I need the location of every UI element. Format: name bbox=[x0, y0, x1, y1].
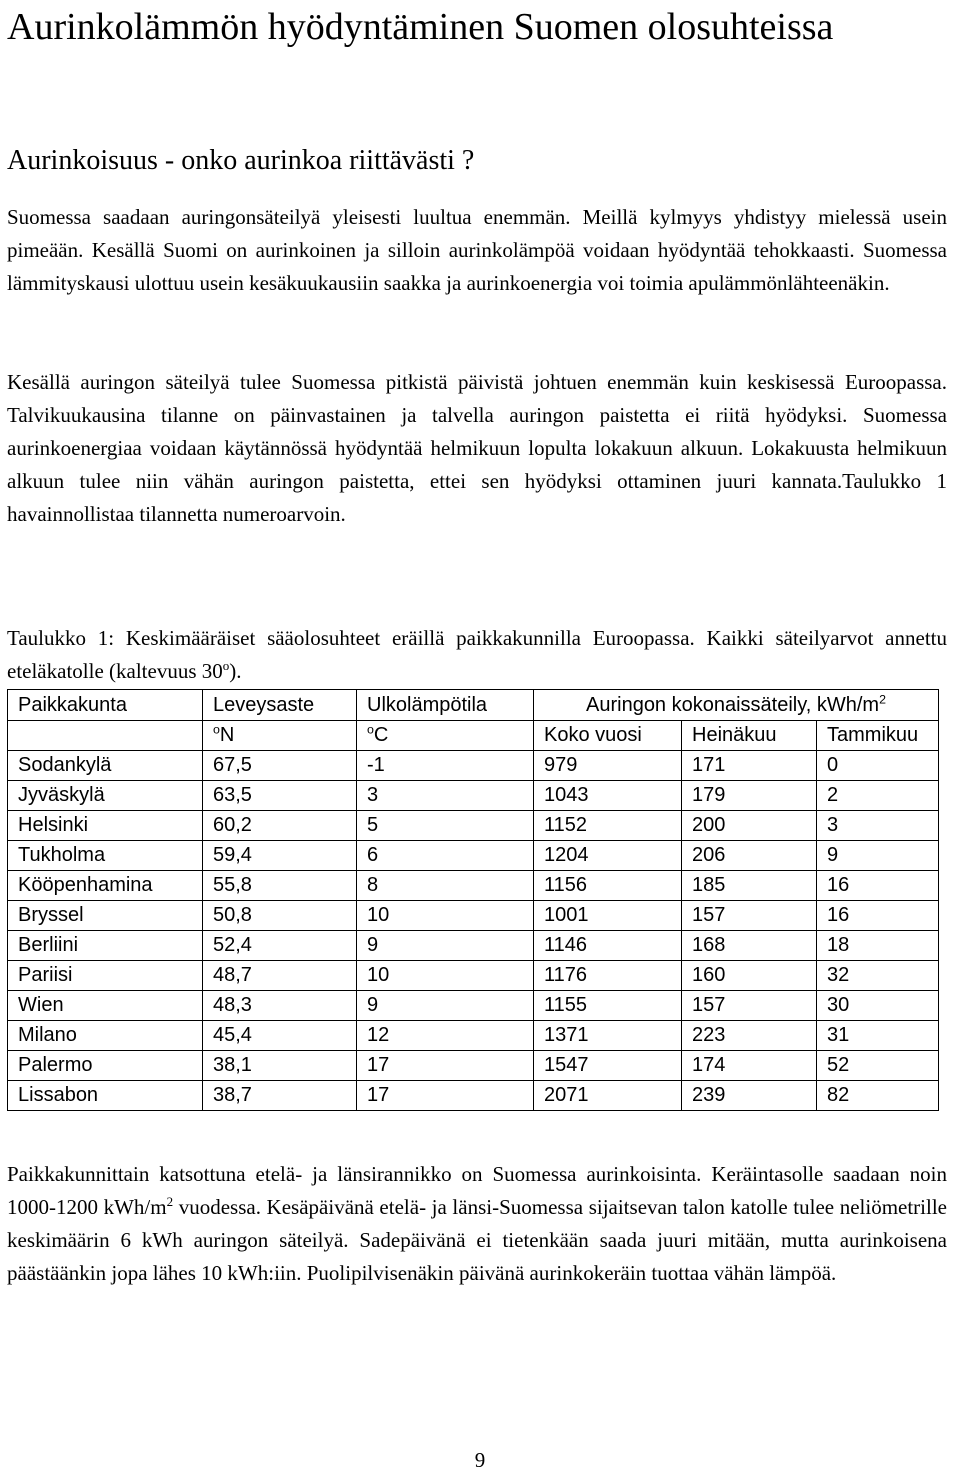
weather-table bbox=[7, 689, 939, 1111]
cell-latitude: 38,7 bbox=[203, 1081, 357, 1111]
cell-temperature: 6 bbox=[357, 841, 534, 871]
cell-place: Palermo bbox=[8, 1051, 203, 1081]
cell-temperature: 17 bbox=[357, 1051, 534, 1081]
cell-place: Milano bbox=[8, 1021, 203, 1051]
section-heading: Aurinkoisuus - onko aurinkoa riittävästi ? bbox=[7, 145, 475, 176]
cell-july: 206 bbox=[682, 841, 817, 871]
caption-degree: o bbox=[222, 658, 230, 673]
cell-temperature: 10 bbox=[357, 961, 534, 991]
cell-temperature: -1 bbox=[357, 751, 534, 781]
cell-latitude: 60,2 bbox=[203, 811, 357, 841]
cell-january: 30 bbox=[817, 991, 939, 1021]
subheader-latitude-unit bbox=[203, 721, 357, 751]
cell-latitude: 48,7 bbox=[203, 961, 357, 991]
page-number: 9 bbox=[474, 1448, 486, 1472]
cell-july: 168 bbox=[682, 931, 817, 961]
cell-temperature: 8 bbox=[357, 871, 534, 901]
cell-july: 223 bbox=[682, 1021, 817, 1051]
cell-january: 32 bbox=[817, 961, 939, 991]
subheader-july: Heinäkuu bbox=[682, 721, 817, 751]
cell-latitude: 59,4 bbox=[203, 841, 357, 871]
cell-temperature: 5 bbox=[357, 811, 534, 841]
cell-year: 2071 bbox=[534, 1081, 682, 1111]
cell-january: 18 bbox=[817, 931, 939, 961]
paragraph-regional-part1: Paikkakunnittain katsottuna etelä- ja länsirannikko on Suomessa aurinkoisinta. Keräintasolle saadaan noin 1000-1200 kWh/m bbox=[7, 1162, 947, 1219]
cell-temperature: 17 bbox=[357, 1081, 534, 1111]
cell-latitude: 55,8 bbox=[203, 871, 357, 901]
cell-january: 31 bbox=[817, 1021, 939, 1051]
table-row bbox=[8, 961, 939, 991]
temperature-degree: o bbox=[367, 722, 374, 737]
cell-july: 174 bbox=[682, 1051, 817, 1081]
cell-january: 3 bbox=[817, 811, 939, 841]
cell-july: 185 bbox=[682, 871, 817, 901]
cell-july: 200 bbox=[682, 811, 817, 841]
cell-january: 9 bbox=[817, 841, 939, 871]
cell-year: 1152 bbox=[534, 811, 682, 841]
cell-latitude: 38,1 bbox=[203, 1051, 357, 1081]
cell-january: 16 bbox=[817, 901, 939, 931]
header-latitude: Leveysaste bbox=[203, 690, 357, 721]
cell-place: Sodankylä bbox=[8, 751, 203, 781]
cell-place: Helsinki bbox=[8, 811, 203, 841]
cell-place: Bryssel bbox=[8, 901, 203, 931]
cell-january: 16 bbox=[817, 871, 939, 901]
table-row bbox=[8, 811, 939, 841]
page-title: Aurinkolämmön hyödyntäminen Suomen olosuhteissa bbox=[7, 6, 834, 48]
header-radiation-label: Auringon kokonaissäteily, kWh/m bbox=[586, 693, 880, 716]
cell-january: 82 bbox=[817, 1081, 939, 1111]
cell-year: 1155 bbox=[534, 991, 682, 1021]
cell-year: 1001 bbox=[534, 901, 682, 931]
table-row bbox=[8, 781, 939, 811]
latitude-degree: o bbox=[213, 722, 220, 737]
cell-july: 160 bbox=[682, 961, 817, 991]
header-place: Paikkakunta bbox=[8, 690, 203, 721]
cell-july: 171 bbox=[682, 751, 817, 781]
table-row bbox=[8, 841, 939, 871]
table-row bbox=[8, 1051, 939, 1081]
table-row bbox=[8, 1021, 939, 1051]
paragraph-regional-part2: vuodessa. Kesäpäivänä etelä- ja länsi-Suomessa sijaitsevan talon katolle tulee neliömetrille keskimäärin 6 kWh auringon säteilyä. Sadepäivänä ei tietenkään saada juuri mitään, mutta aurinkoisena päästäänkin jopa lähes 10 kWh:iin. Puolipilvisenäkin päivänä aurinkokeräin tuottaa vähän lämpöä. bbox=[7, 1195, 947, 1285]
cell-latitude: 50,8 bbox=[203, 901, 357, 931]
cell-place: Wien bbox=[8, 991, 203, 1021]
cell-place: Berliini bbox=[8, 931, 203, 961]
cell-temperature: 10 bbox=[357, 901, 534, 931]
table-subheader-row bbox=[8, 721, 939, 751]
cell-temperature: 12 bbox=[357, 1021, 534, 1051]
cell-july: 157 bbox=[682, 991, 817, 1021]
cell-latitude: 45,4 bbox=[203, 1021, 357, 1051]
table-row bbox=[8, 931, 939, 961]
header-temperature: Ulkolämpötila bbox=[357, 690, 534, 721]
cell-temperature: 9 bbox=[357, 991, 534, 1021]
cell-july: 157 bbox=[682, 901, 817, 931]
cell-year: 979 bbox=[534, 751, 682, 781]
cell-place: Kööpenhamina bbox=[8, 871, 203, 901]
cell-july: 239 bbox=[682, 1081, 817, 1111]
cell-july: 179 bbox=[682, 781, 817, 811]
cell-place: Jyväskylä bbox=[8, 781, 203, 811]
cell-place: Lissabon bbox=[8, 1081, 203, 1111]
latitude-unit: N bbox=[219, 724, 235, 746]
table-row bbox=[8, 1081, 939, 1111]
header-radiation bbox=[534, 690, 939, 721]
cell-year: 1204 bbox=[534, 841, 682, 871]
table-row bbox=[8, 991, 939, 1021]
caption-text: Taulukko 1: Keskimääräiset sääolosuhteet eräillä paikkakunnilla Euroopassa. Kaikki säteilyarvot annettu eteläkatolle (kaltevuus 30 bbox=[7, 626, 947, 683]
subheader-january: Tammikuu bbox=[817, 721, 939, 751]
table-caption bbox=[7, 622, 947, 688]
cell-latitude: 48,3 bbox=[203, 991, 357, 1021]
cell-temperature: 3 bbox=[357, 781, 534, 811]
cell-year: 1156 bbox=[534, 871, 682, 901]
header-radiation-sup: 2 bbox=[879, 691, 886, 706]
subheader-year: Koko vuosi bbox=[534, 721, 682, 751]
table-header-row bbox=[8, 690, 939, 721]
table-row bbox=[8, 751, 939, 781]
paragraph-intro: Suomessa saadaan auringonsäteilyä yleisesti luultua enemmän. Meillä kylmyys yhdistyy mielessä usein pimeään. Kesällä Suomi on aurinkoinen ja silloin aurinkolämpöä voidaan hyödyntää tehokkaasti. Suomessa lämmityskausi ulottuu usein kesäkuukausiin saakka ja aurinkoenergia voi toimia apulämmönlähteenäkin. bbox=[7, 205, 947, 295]
paragraph-seasons: Kesällä auringon säteilyä tulee Suomessa pitkistä päivistä johtuen enemmän kuin keskisessä Euroopassa. Talvikuukausina tilanne on päinvastainen ja talvella auringon paistetta ei riitä hyödyksi. Suomessa aurinkoenergiaa voidaan käytännössä hyödyntää helmikuun lopulta lokakuun alkuun. Lokakuusta helmikuun alkuun tulee niin vähän auringon paistetta, ettei sen hyödyksi ottaminen juuri kannata.Taulukko 1 havainnollistaa tilannetta numeroarvoin. bbox=[7, 370, 947, 526]
cell-latitude: 67,5 bbox=[203, 751, 357, 781]
subheader-temperature-unit bbox=[357, 721, 534, 751]
cell-year: 1371 bbox=[534, 1021, 682, 1051]
cell-place: Tukholma bbox=[8, 841, 203, 871]
cell-january: 52 bbox=[817, 1051, 939, 1081]
cell-place: Pariisi bbox=[8, 961, 203, 991]
cell-temperature: 9 bbox=[357, 931, 534, 961]
cell-year: 1146 bbox=[534, 931, 682, 961]
cell-january: 0 bbox=[817, 751, 939, 781]
paragraph-regional bbox=[7, 1158, 947, 1290]
table-row bbox=[8, 901, 939, 931]
paragraph-regional-sup: 2 bbox=[166, 1194, 174, 1209]
cell-year: 1043 bbox=[534, 781, 682, 811]
cell-year: 1547 bbox=[534, 1051, 682, 1081]
subheader-empty bbox=[8, 721, 203, 751]
cell-latitude: 52,4 bbox=[203, 931, 357, 961]
caption-end: ). bbox=[229, 659, 242, 683]
cell-latitude: 63,5 bbox=[203, 781, 357, 811]
cell-year: 1176 bbox=[534, 961, 682, 991]
table-row bbox=[8, 871, 939, 901]
cell-january: 2 bbox=[817, 781, 939, 811]
temperature-unit: C bbox=[373, 724, 389, 746]
